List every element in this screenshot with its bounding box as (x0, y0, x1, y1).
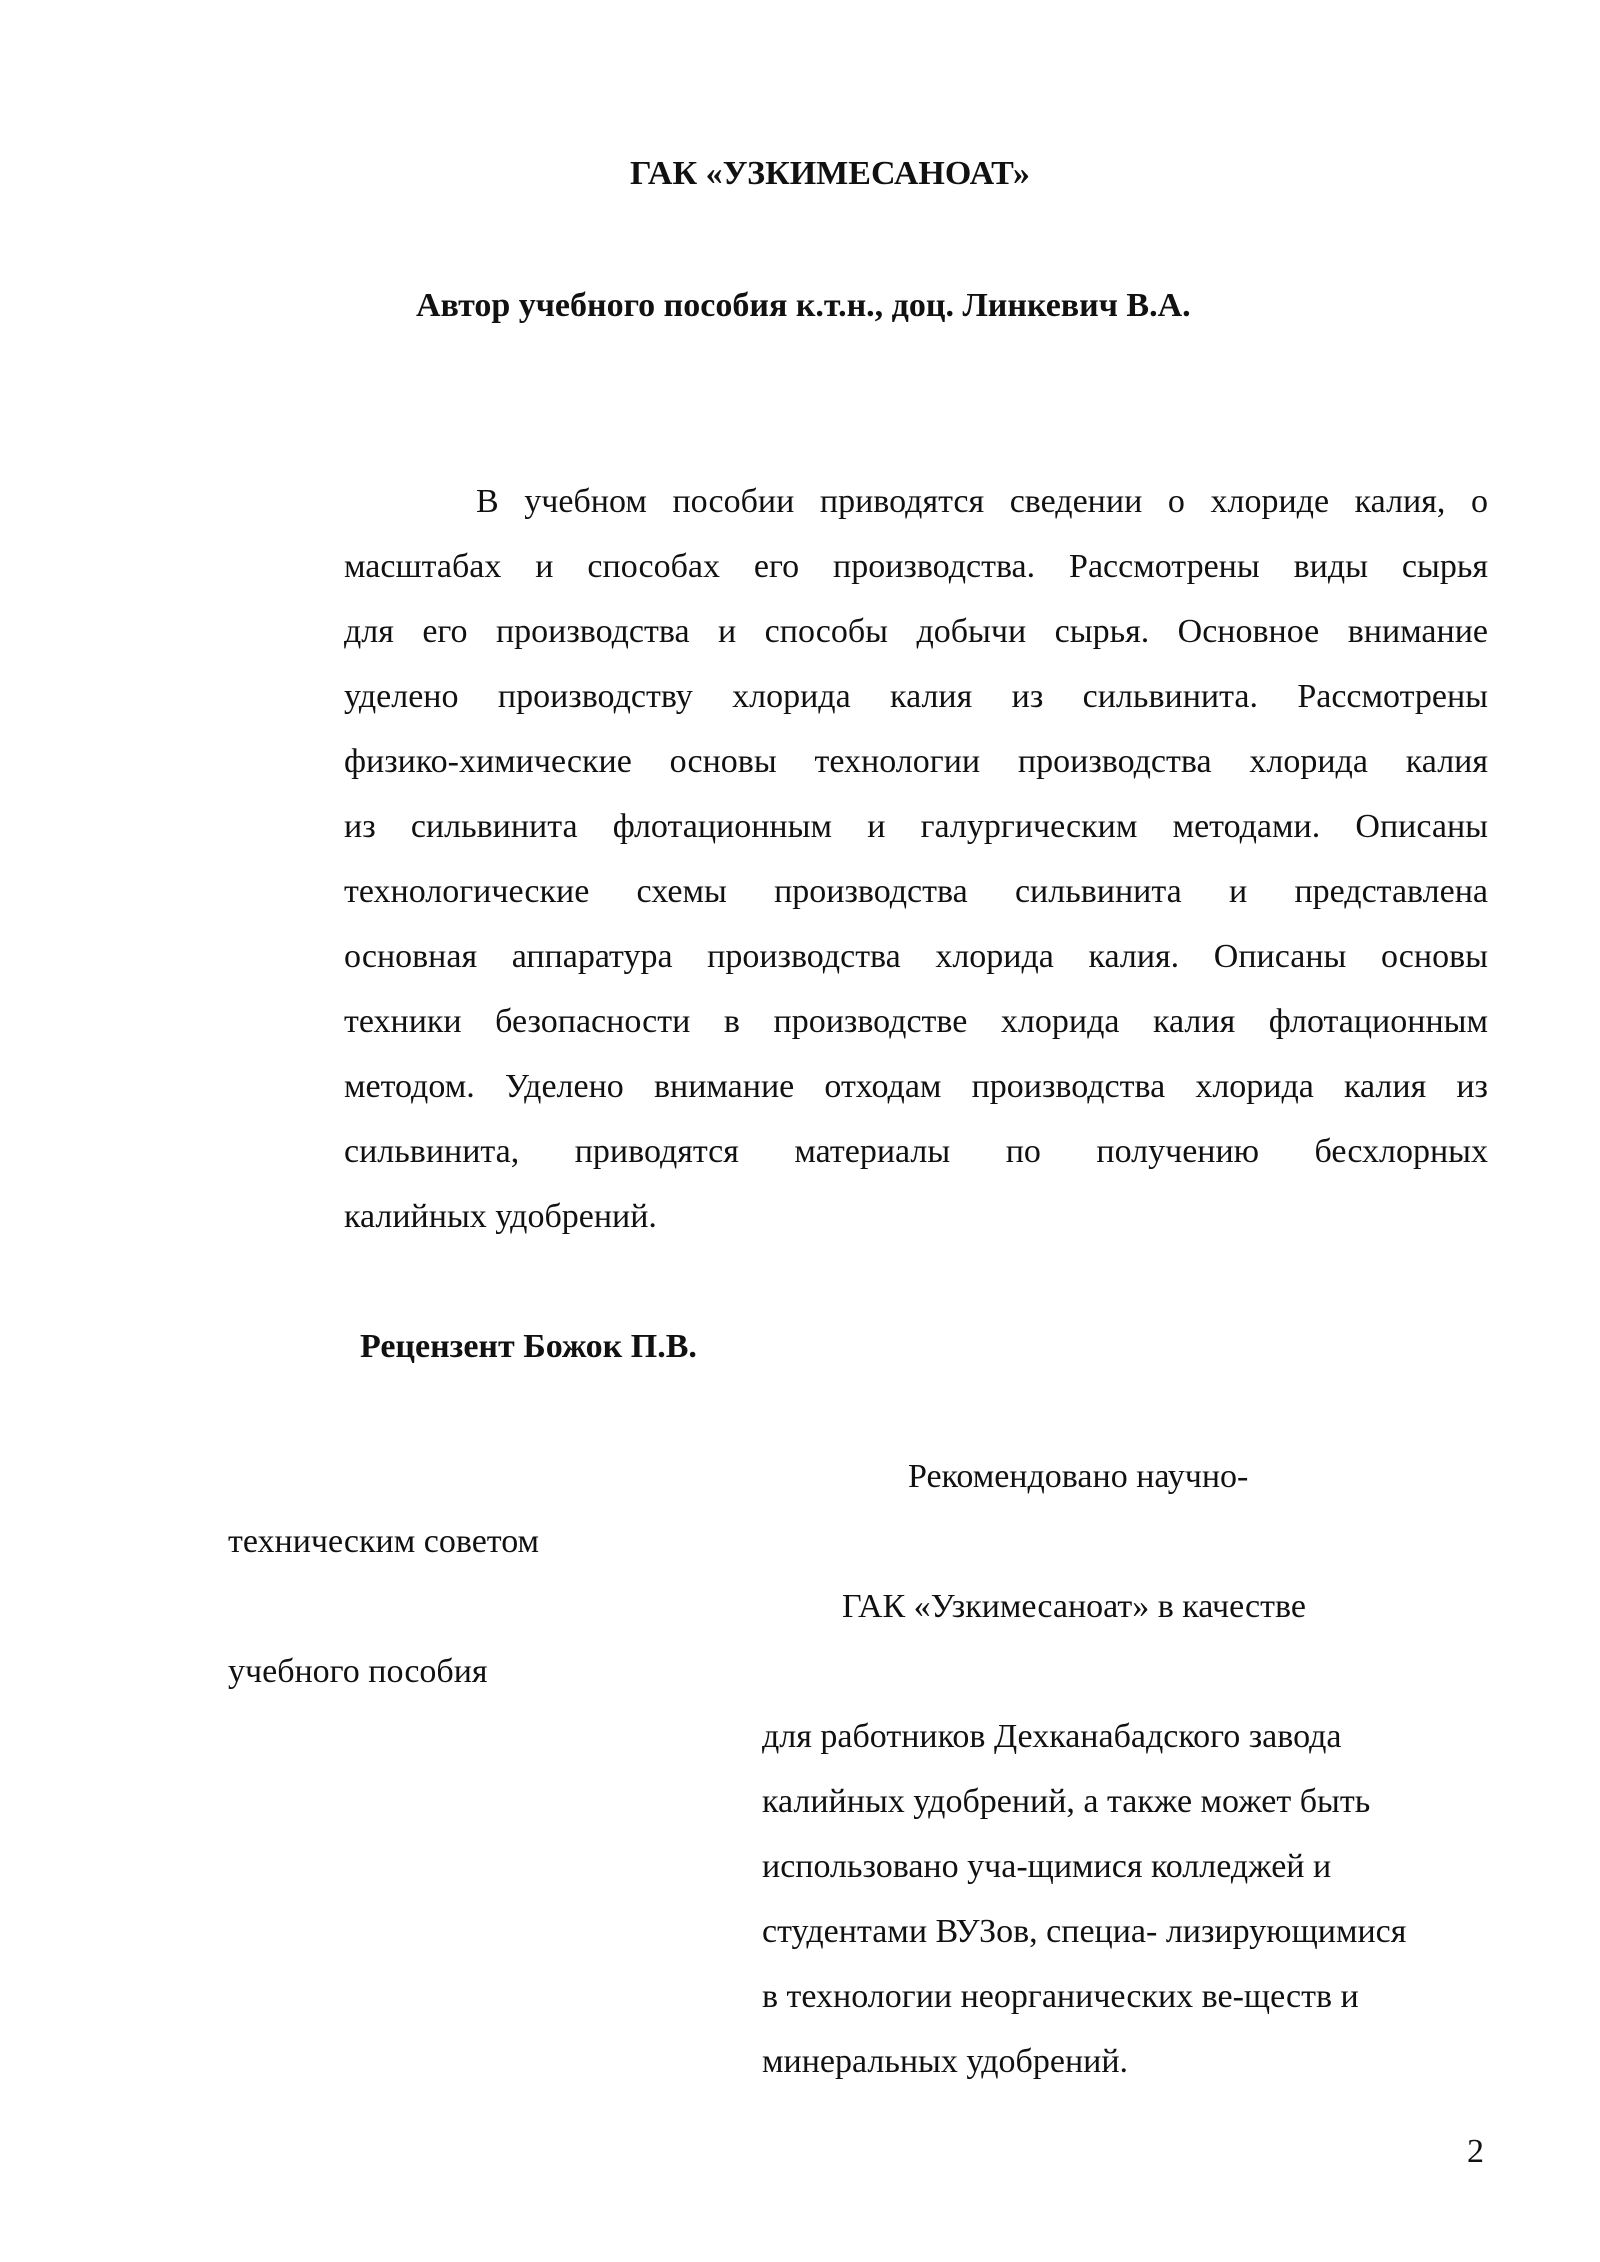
recommendation-line: Рекомендовано научно- (908, 1458, 1249, 1495)
recommendation-line: минеральных удобрений. (762, 2043, 1129, 2080)
abstract-line: масштабах и способах его производства. Рассмотрены виды сырья (344, 548, 1488, 585)
recommendation-line: в технологии неорганических ве-ществ и (762, 1978, 1359, 2015)
author-line: Автор учебного пособия к.т.н., доц. Линкевич В.А. (416, 287, 1191, 324)
abstract-line: из сильвинита флотационным и галургическим методами. Описаны (344, 808, 1488, 845)
abstract-line: основная аппаратура производства хлорида калия. Описаны основы (344, 938, 1488, 975)
organization-title: ГАК «УЗКИМЕСАНОАТ» (630, 155, 1030, 192)
abstract-line: В учебном пособии приводятся сведении о хлориде калия, о (476, 483, 1488, 520)
abstract-line: технологические схемы производства сильвинита и представлена (344, 873, 1488, 910)
abstract-line: физико-химические основы технологии производства хлорида калия (344, 743, 1488, 780)
recommendation-line: калийных удобрений, а также может быть (762, 1783, 1371, 1820)
reviewer-line: Рецензент Божок П.В. (360, 1328, 697, 1365)
recommendation-line: студентами ВУЗов, специа- лизирующимися (762, 1913, 1407, 1950)
abstract-line: сильвинита, приводятся материалы по получению бесхлорных (344, 1133, 1488, 1170)
recommendation-line: использовано уча-щимися колледжей и (762, 1848, 1332, 1885)
recommendation-line: для работников Дехканабадского завода (762, 1718, 1342, 1755)
abstract-line: техники безопасности в производстве хлорида калия флотационным (344, 1003, 1488, 1040)
page-number: 2 (1467, 2133, 1484, 2170)
recommendation-line: ГАК «Узкимесаноат» в качестве (842, 1588, 1306, 1625)
abstract-line: для его производства и способы добычи сырья. Основное внимание (344, 613, 1488, 650)
recommendation-line: техническим советом (228, 1523, 540, 1560)
recommendation-line: учебного пособия (228, 1653, 488, 1690)
abstract-line: калийных удобрений. (344, 1198, 657, 1235)
abstract-line: уделено производству хлорида калия из сильвинита. Рассмотрены (344, 678, 1488, 715)
abstract-line: методом. Уделено внимание отходам производства хлорида калия из (344, 1068, 1488, 1105)
